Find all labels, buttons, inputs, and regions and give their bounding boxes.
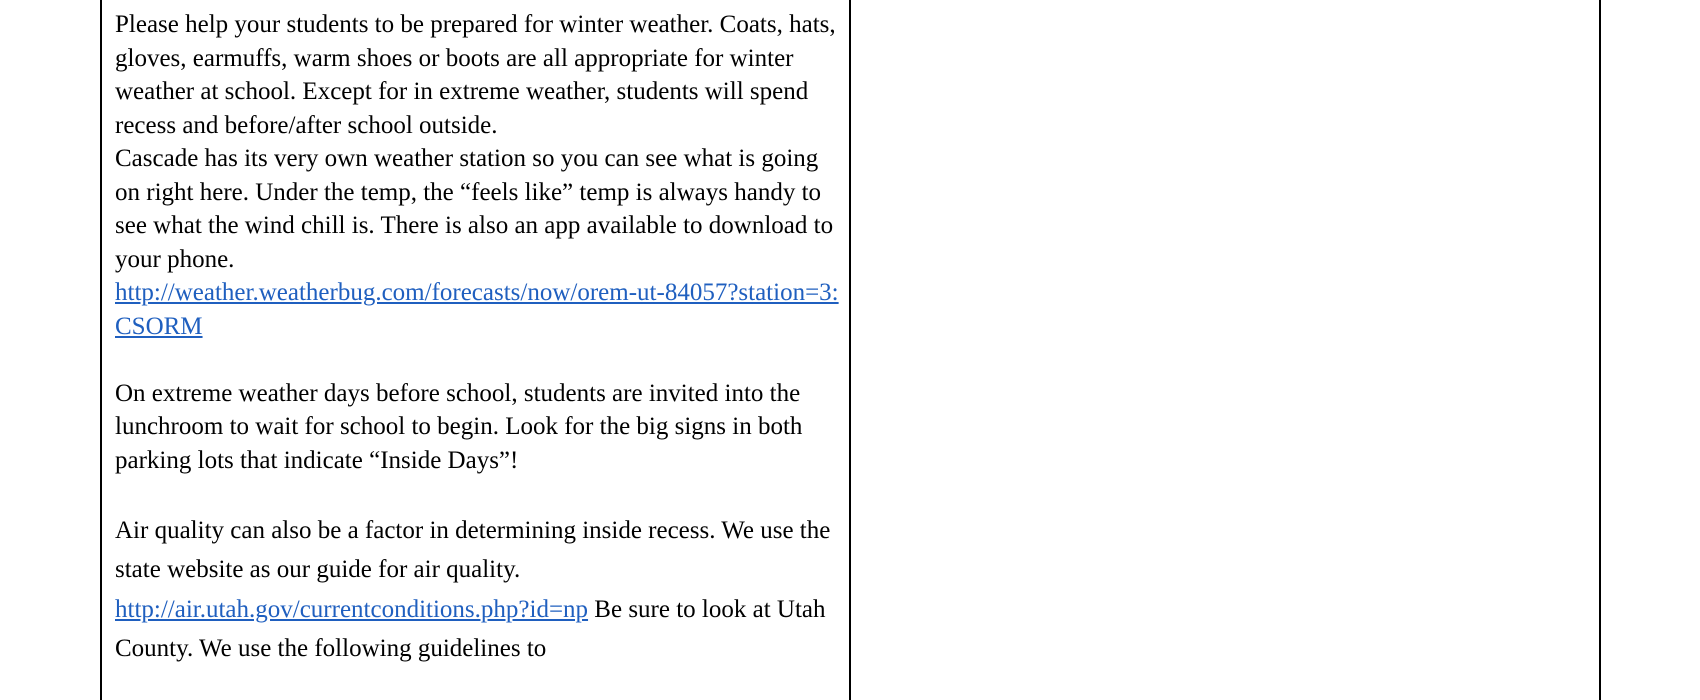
air-quality-text-end: Be sure to look at Utah County. We use the following guidelines to xyxy=(115,595,826,662)
air-quality-link[interactable]: http://air.utah.gov/currentconditions.php?id=np xyxy=(115,595,589,623)
weather-station-paragraph: Cascade has its very own weather station so you can see what is going on right here. Under the temp, the “feels like” temp is always handy to see what the wind chill is. There is also an app available to download to your phone. xyxy=(115,145,834,273)
table-border-middle xyxy=(849,0,851,700)
table-border-right xyxy=(1599,0,1601,700)
weather-link-paragraph xyxy=(115,276,840,343)
table-border-left xyxy=(100,0,102,700)
inside-days-paragraph: On extreme weather days before school, students are invited into the lunchroom to wait for school to begin. Look for the big signs in both parking lots that indicate “Inside Days”! xyxy=(115,379,803,474)
spacer xyxy=(115,343,840,377)
air-quality-text: Air quality can also be a factor in determining inside recess. We use the state website as our guide for air quality. xyxy=(115,516,831,583)
weatherbug-link[interactable]: http://weather.weatherbug.com/forecasts/now/orem-ut-84057?station=3:CSORM xyxy=(115,279,839,340)
left-column-cell xyxy=(115,8,840,669)
winter-prep-paragraph: Please help your students to be prepared for winter weather. Coats, hats, gloves, earmuffs, warm shoes or boots are all appropriate for winter weather at school. Except for in extreme weather, students will spend recess and before/after school outside. xyxy=(115,11,836,139)
spacer xyxy=(115,477,840,511)
air-quality-paragraph xyxy=(115,511,840,669)
